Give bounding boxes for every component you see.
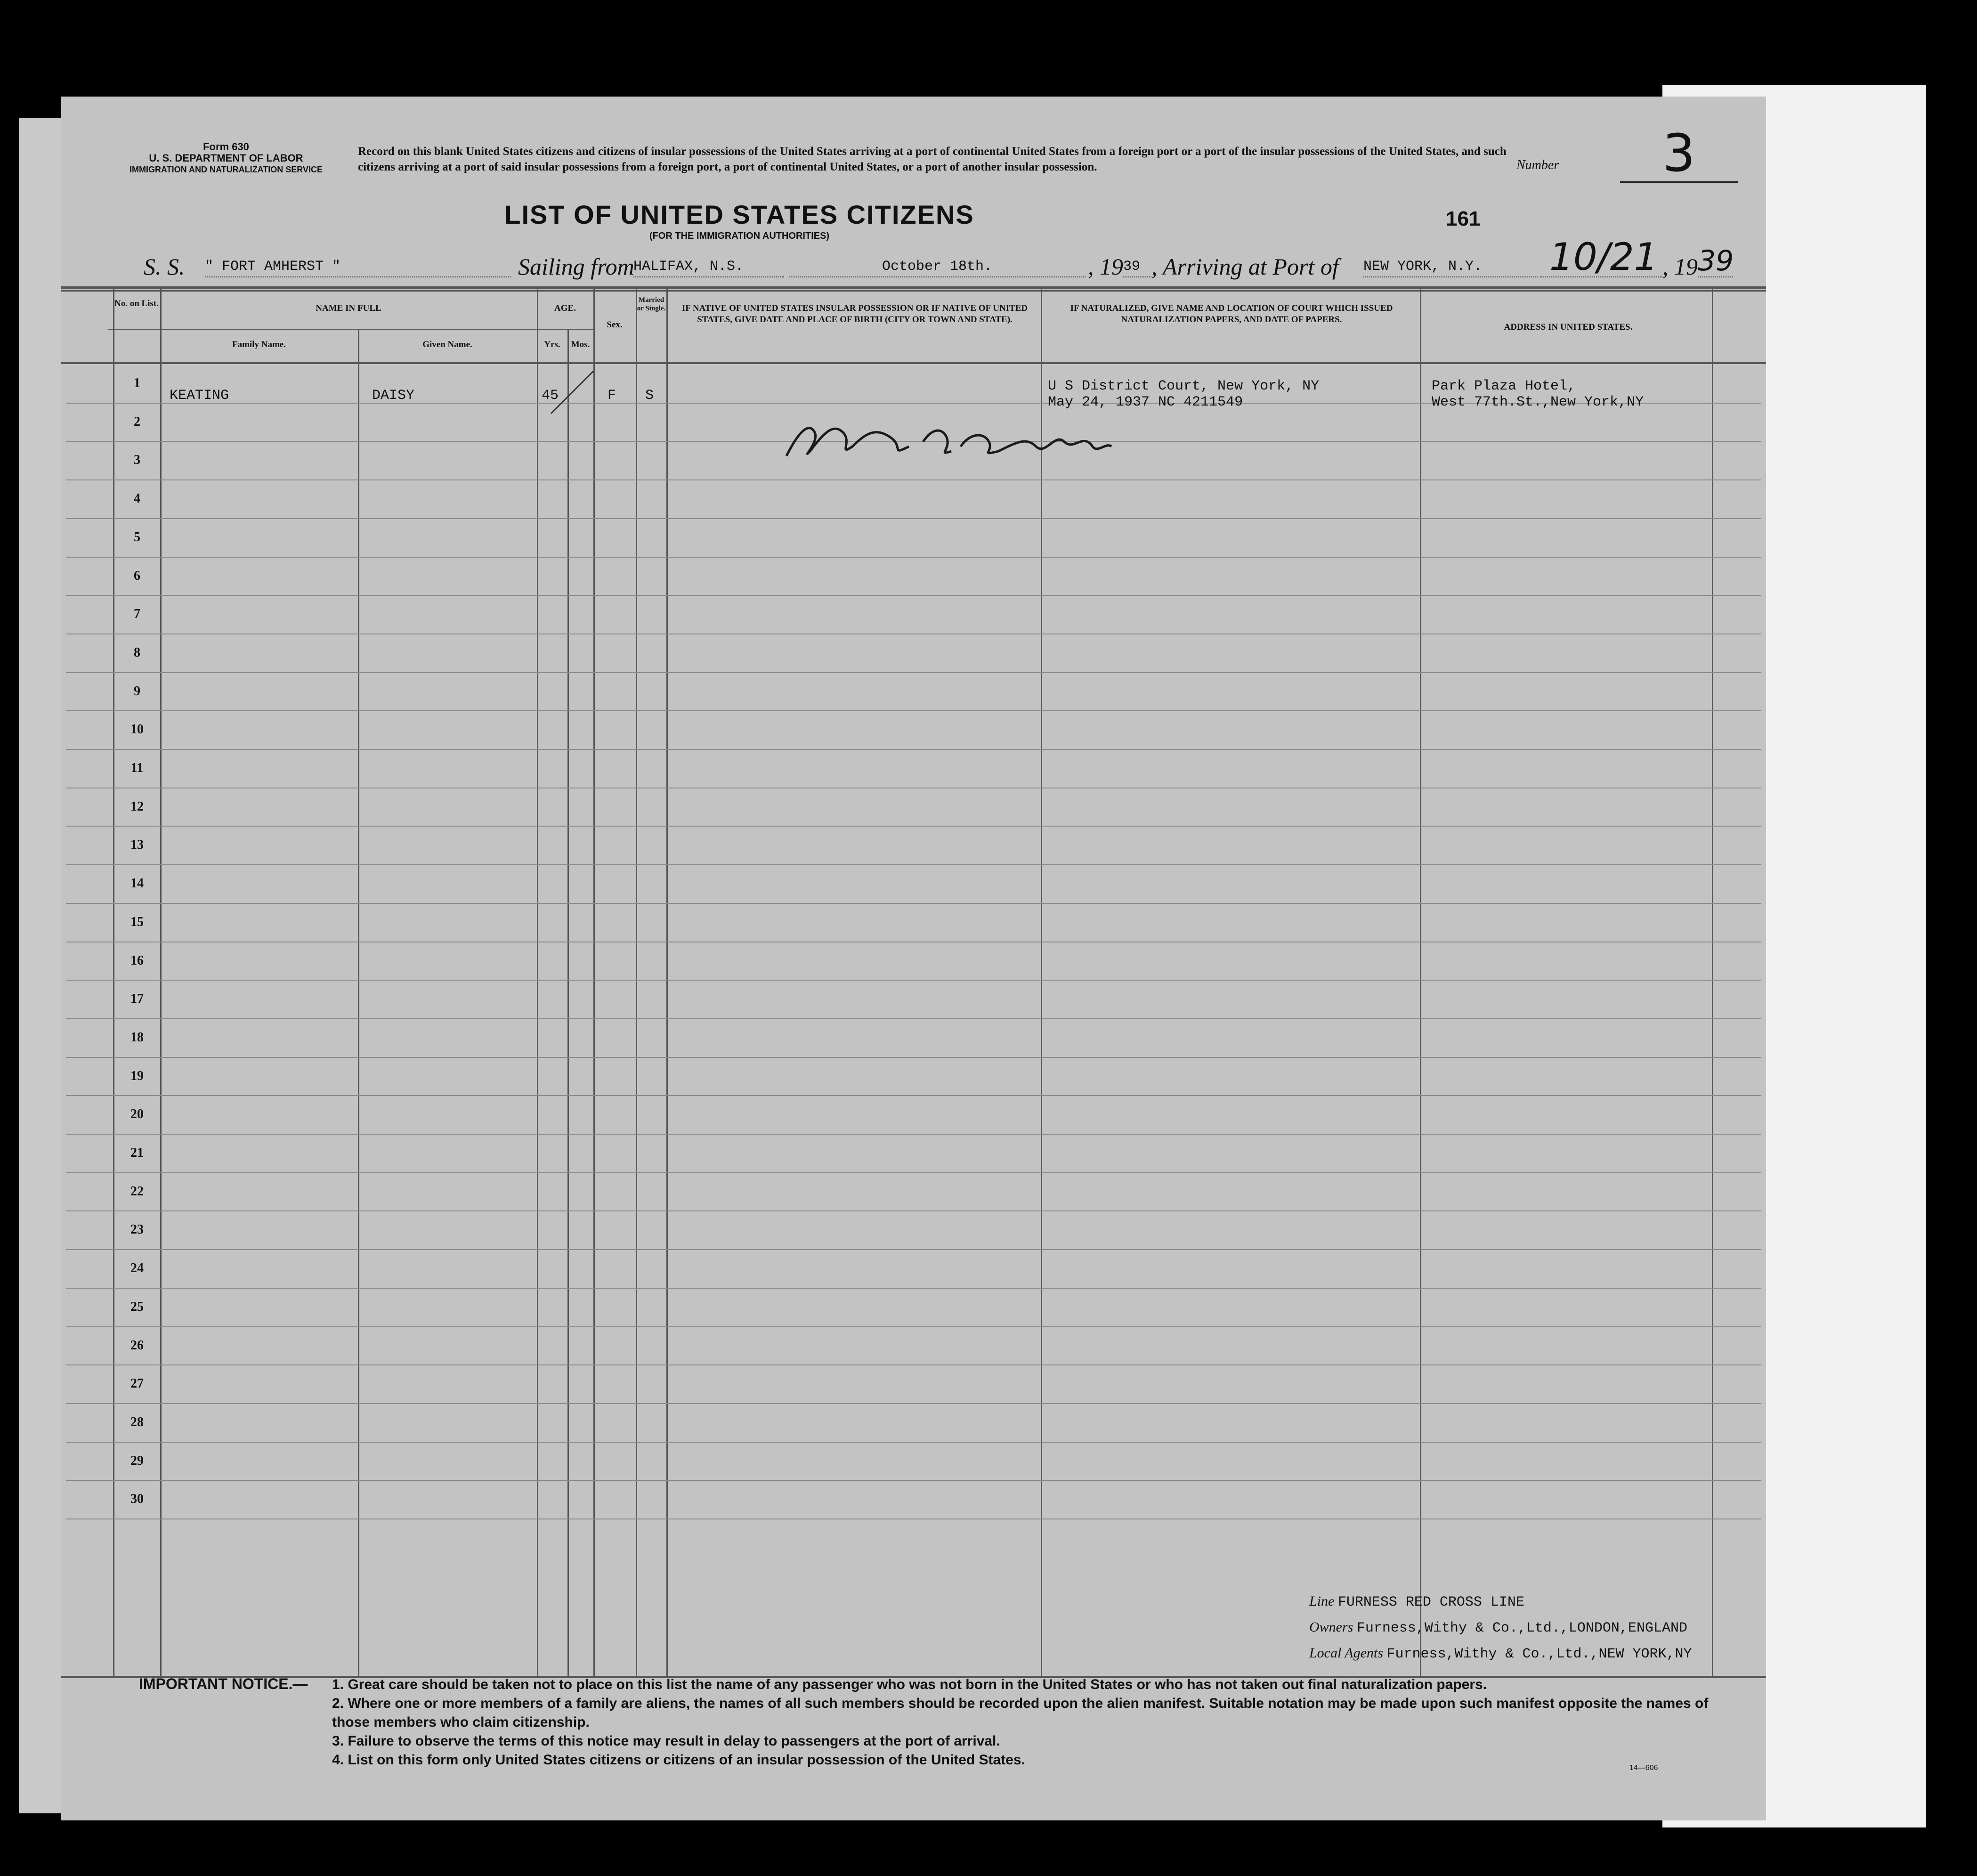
age-sub-rule — [537, 329, 593, 330]
row-number: 18 — [130, 1030, 144, 1045]
agents-value: Furness,Withy & Co.,Ltd.,NEW YORK,NY — [1386, 1646, 1692, 1662]
row-rule — [66, 633, 1761, 634]
row-number: 15 — [130, 914, 144, 929]
line-label: Line — [1309, 1593, 1335, 1609]
arrival-year-prefix: , 19 — [1662, 253, 1698, 280]
list-number: 161 — [1446, 207, 1481, 230]
ship-name: " FORT AMHERST " — [205, 259, 511, 277]
entry-address-line-2: West 77th.St.,New York,NY — [1432, 394, 1644, 410]
row-rule — [66, 1018, 1761, 1019]
header-given-name: Given Name. — [422, 340, 472, 349]
row-number: 26 — [130, 1338, 144, 1353]
row-number: 19 — [130, 1068, 144, 1083]
header-yrs: Yrs. — [544, 340, 560, 349]
notice-item-1: 1. Great care should be taken not to place on this list the name of any passenger who was not born in the United States or who has not taken out final naturalization papers. — [332, 1677, 1487, 1692]
row-number: 12 — [130, 799, 144, 814]
row-number: 8 — [134, 645, 140, 660]
row-rule — [66, 903, 1761, 904]
col-rule-mos — [567, 329, 569, 1678]
row-number: 20 — [130, 1107, 144, 1122]
form-number: Form 630 — [203, 141, 249, 153]
line-field — [1309, 1593, 1524, 1610]
header-bottom-rule — [61, 362, 1766, 364]
row-number: 28 — [130, 1414, 144, 1429]
entry-age-years: 45 — [542, 388, 559, 404]
table-top-rule-inner — [61, 290, 1766, 292]
row-number: 4 — [134, 491, 140, 506]
row-number: 30 — [130, 1492, 144, 1507]
entry-court-line-1: U S District Court, New York, NY — [1048, 378, 1320, 394]
sailing-port: HALIFAX, N.S. — [633, 259, 784, 277]
row-rule — [66, 826, 1761, 827]
row-rule — [66, 1134, 1761, 1135]
header-age: AGE. — [554, 303, 576, 313]
col-rule-address — [1420, 286, 1421, 1678]
notice-item-2: 2. Where one or more members of a family are aliens, the names of all such members should be recorded upon the alien manifest. Suitable notation may be made upon such manifest opposite the names of those members who claim citizenship. — [332, 1696, 1709, 1730]
row-number: 22 — [130, 1184, 144, 1199]
row-rule — [66, 1326, 1761, 1327]
col-rule-family — [160, 286, 162, 1678]
instructions-text: Record on this blank United States citizens and citizens of insular possessions of the United States arriving at a port of continental United States from a foreign port or a port of the insular possessions of the United States, and such citizens arriving at a port of said insular possessions from a foreign port, a port of continental United States, or a port of another insular possession. — [358, 145, 1507, 173]
number-value: 3 — [1620, 125, 1738, 183]
entry-family-name: KEATING — [170, 388, 229, 404]
row-rule — [66, 1288, 1761, 1289]
entry-given-name: DAISY — [372, 388, 415, 404]
header-family-name: Family Name. — [232, 340, 286, 349]
row-number: 1 — [134, 376, 140, 390]
row-number: 13 — [130, 837, 144, 853]
row-rule — [66, 980, 1761, 981]
owners-field — [1309, 1619, 1687, 1636]
col-rule-native — [666, 286, 668, 1678]
col-rule-no — [113, 286, 114, 1678]
row-number: 7 — [134, 607, 140, 622]
owners-label: Owners — [1309, 1619, 1353, 1635]
row-rule — [66, 1442, 1761, 1443]
row-number: 5 — [134, 529, 140, 544]
col-rule-given — [358, 329, 359, 1678]
header-married-single: Married or Single. — [637, 296, 666, 312]
row-rule — [66, 1095, 1761, 1096]
row-rule — [66, 672, 1761, 673]
arriving-label: , Arriving at Port of — [1151, 253, 1339, 280]
col-rule-naturalized — [1041, 286, 1042, 1678]
agents-field — [1309, 1645, 1692, 1662]
sailing-label: Sailing from — [518, 253, 634, 280]
row-number: 3 — [134, 453, 140, 468]
row-number: 23 — [130, 1222, 144, 1237]
entry-address-line-1: Park Plaza Hotel, — [1432, 378, 1576, 394]
header-no: No. on List. — [114, 299, 159, 309]
arrival-year-handwritten: 39 — [1698, 244, 1734, 277]
row-rule — [66, 518, 1761, 519]
row-rule — [66, 479, 1761, 480]
age-slash-mark — [546, 366, 598, 418]
row-number: 11 — [130, 761, 144, 775]
line-value: FURNESS RED CROSS LINE — [1337, 1594, 1524, 1610]
row-number: 29 — [130, 1453, 144, 1468]
manifest-page — [61, 97, 1766, 1820]
row-number: 25 — [130, 1299, 144, 1314]
form-identifier — [113, 141, 339, 175]
header-sex: Sex. — [607, 320, 623, 330]
entry-court-line-2: May 24, 1937 NC 4211549 — [1048, 394, 1243, 410]
row-number: 9 — [134, 683, 140, 698]
manifest-table — [61, 286, 1766, 1681]
notice-item-3: 3. Failure to observe the terms of this notice may result in delay to passengers at the port of arrival. — [332, 1733, 1000, 1749]
row-rule — [66, 1210, 1761, 1211]
row-number: 14 — [130, 876, 144, 891]
header-native: IF NATIVE OF UNITED STATES INSULAR POSSESSION OR IF NATIVE OF UNITED STATES, GIVE DATE AND PLACE OF BIRTH (CITY OR TOWN AND STATE). — [681, 303, 1028, 325]
header-naturalized: IF NATURALIZED, GIVE NAME AND LOCATION OF COURT WHICH ISSUED NATURALIZATION PAPERS, AND DATE OF PAPERS. — [1070, 303, 1393, 325]
handwritten-annotation-signature — [782, 414, 1121, 470]
header-address: ADDRESS IN UNITED STATES. — [1504, 322, 1633, 332]
row-rule — [66, 1249, 1761, 1250]
page-title: LIST OF UNITED STATES CITIZENS — [504, 200, 974, 229]
col-rule-marital — [636, 286, 637, 1678]
row-rule — [66, 595, 1761, 596]
col-rule-right — [1712, 286, 1713, 1678]
col-rule-sex — [593, 286, 595, 1678]
arrival-year-field — [1698, 244, 1734, 277]
row-number: 2 — [134, 414, 140, 429]
row-rule — [66, 710, 1761, 711]
row-number: 6 — [134, 568, 140, 583]
department: U. S. DEPARTMENT OF LABOR — [149, 152, 303, 164]
row-rule — [66, 1480, 1761, 1481]
sail-year: 39 — [1123, 259, 1151, 277]
entry-sex: F — [608, 388, 616, 404]
row-rule — [66, 864, 1761, 865]
entry-marital-status: S — [645, 388, 654, 404]
arrival-date-handwritten: 10/21 — [1549, 235, 1658, 279]
header-mos: Mos. — [571, 340, 590, 349]
name-sub-rule — [108, 329, 593, 330]
ss-label: S. S. — [144, 253, 185, 280]
row-number: 24 — [130, 1261, 144, 1276]
table-top-rule — [61, 286, 1766, 289]
arrival-date-field — [1540, 235, 1662, 279]
row-number: 17 — [130, 991, 144, 1007]
col-rule-age — [537, 286, 538, 1678]
agents-label: Local Agents — [1309, 1645, 1383, 1661]
arrival-port: NEW YORK, N.Y. — [1363, 259, 1538, 277]
page-subtitle: (FOR THE IMMIGRATION AUTHORITIES) — [649, 231, 830, 241]
owners-value: Furness,Withy & Co.,Ltd.,LONDON,ENGLAND — [1356, 1620, 1687, 1636]
row-number: 16 — [130, 953, 144, 968]
row-number: 27 — [130, 1376, 144, 1391]
number-label: Number — [1516, 158, 1559, 172]
service: IMMIGRATION AND NATURALIZATION SERVICE — [130, 165, 323, 174]
notice-title: IMPORTANT NOTICE.— — [139, 1675, 308, 1692]
sail-year-prefix: , 19 — [1088, 253, 1123, 280]
row-rule — [66, 1364, 1761, 1365]
header-name-in-full: NAME IN FULL — [316, 303, 381, 313]
notice-item-4: 4. List on this form only United States citizens or citizens of an insular possession of the United States. — [332, 1752, 1025, 1768]
row-rule — [66, 749, 1761, 750]
row-rule — [66, 1057, 1761, 1058]
row-rule — [66, 1172, 1761, 1173]
row-number: 21 — [130, 1145, 144, 1160]
sailing-date: October 18th. — [789, 259, 1086, 277]
row-rule — [66, 1403, 1761, 1404]
row-number: 10 — [130, 722, 144, 737]
form-code: 14—606 — [1629, 1764, 1658, 1772]
row-rule — [66, 557, 1761, 558]
